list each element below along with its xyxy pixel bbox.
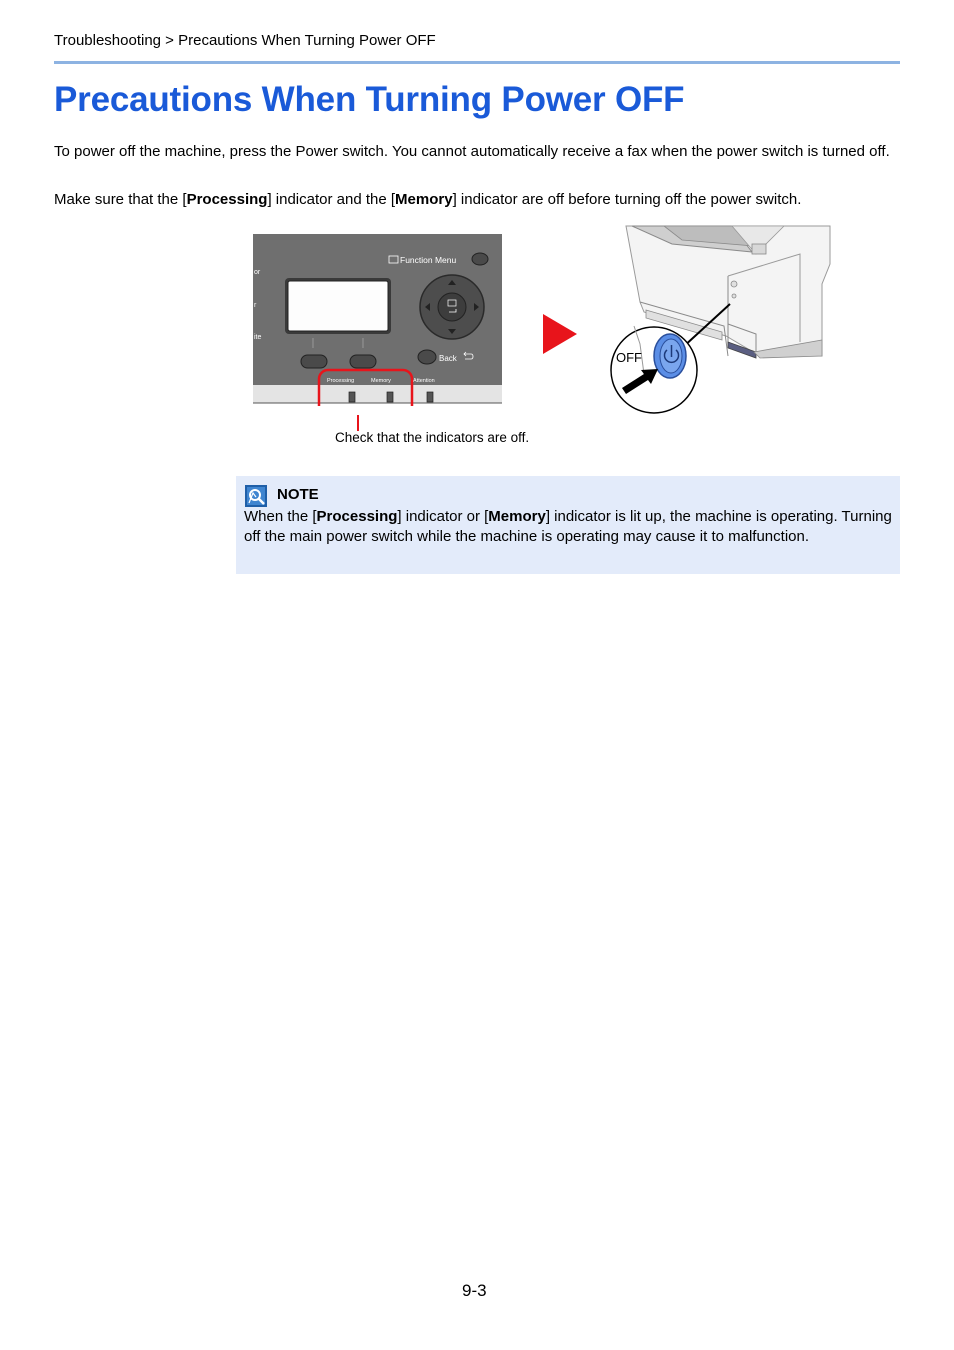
back-key <box>418 350 436 364</box>
note-processing-term: Processing <box>316 508 398 525</box>
instruction-text-2: ] indicator and the [ <box>267 191 396 208</box>
side-label-3: ite <box>254 334 262 341</box>
off-label: OFF <box>616 350 642 365</box>
side-label-1: or <box>254 269 261 276</box>
header-rule <box>54 61 900 64</box>
lcd-screen <box>288 281 388 331</box>
back-label: Back <box>439 354 457 363</box>
operation-panel-figure <box>253 228 503 406</box>
note-text-2: ] indicator or [ <box>397 508 489 525</box>
note-text <box>244 507 894 546</box>
operation-panel-illustration <box>253 228 503 406</box>
memory-indicator <box>387 392 393 402</box>
note-text-1: When the [ <box>244 508 317 525</box>
callout-line <box>356 415 362 431</box>
page-number: 9-3 <box>462 1281 487 1300</box>
breadcrumb: Troubleshooting > Precautions When Turning Power OFF <box>54 32 436 49</box>
side-label-2: r <box>254 302 257 309</box>
printer-illustration <box>604 224 834 420</box>
processing-term: Processing <box>186 191 268 208</box>
function-menu-label: Function Menu <box>400 255 457 265</box>
right-select-key <box>350 355 376 368</box>
function-menu-key <box>472 253 488 265</box>
note-label: NOTE <box>277 486 319 503</box>
note-icon <box>245 485 267 507</box>
next-step-arrow-icon <box>540 312 580 356</box>
memory-label: Memory <box>371 378 391 384</box>
note-memory-term: Memory <box>488 508 546 525</box>
attention-indicator <box>427 392 433 402</box>
figure-caption: Check that the indicators are off. <box>335 430 530 445</box>
page-title: Precautions When Turning Power OFF <box>54 80 685 119</box>
printer-figure <box>604 224 834 420</box>
left-select-key <box>301 355 327 368</box>
note-box <box>236 476 900 574</box>
processing-label: Processing <box>327 378 355 384</box>
memory-term: Memory <box>395 191 453 208</box>
instruction-text-3: ] indicator are off before turning off the power switch. <box>452 191 802 208</box>
instruction-paragraph <box>54 190 894 209</box>
note-text-3: ] indicator is lit up, the machine is operating. Turning off the main power switch while the machine is operating may cause it to malfunction. <box>244 508 892 545</box>
intro-paragraph: To power off the machine, press the Power switch. You cannot automatically receive a fax when the power switch is turned off. <box>54 143 890 160</box>
attention-label: Attention <box>413 378 435 384</box>
processing-indicator <box>349 392 355 402</box>
instruction-text-1: Make sure that the [ <box>54 191 187 208</box>
ok-key <box>438 293 466 321</box>
